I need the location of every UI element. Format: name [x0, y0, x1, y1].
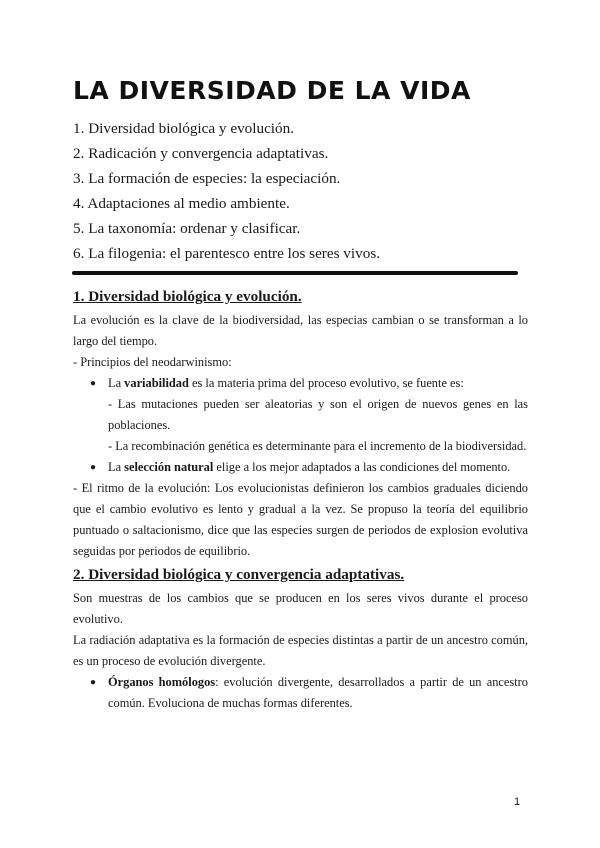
bullet-suffix: es la materia prima del proceso evolutivo, se fuente es:	[188, 376, 464, 390]
section-2-heading: 2. Diversidad biológica y convergencia adaptativas.	[73, 566, 405, 583]
toc-item: 4. Adaptaciones al medio ambiente.	[73, 195, 290, 212]
bullet-suffix: elige a los mejor adaptados a las condiciones del momento.	[213, 460, 511, 474]
toc-item: 6. La filogenia: el parentesco entre los seres vivos.	[73, 245, 381, 262]
sub-item-mutaciones: - Las mutaciones pueden ser aleatorias y son el origen de nuevos genes en las poblaciones.	[108, 397, 528, 432]
principles-intro: - Principios del neodarwinismo:	[73, 355, 232, 369]
toc-item: 3. La formación de especies: la especiación.	[73, 170, 341, 187]
bullet-dot-icon: ●	[90, 677, 97, 688]
bold-term: variabilidad	[124, 376, 189, 390]
bullet-prefix: La	[108, 376, 125, 390]
section-1-intro: La evolución es la clave de la biodiversidad, las especias cambian o se transforman a lo largo del tiempo.	[73, 313, 528, 348]
bold-term: selección natural	[124, 460, 214, 474]
section-1-heading: 1. Diversidad biológica y evolución.	[73, 288, 302, 305]
bullet-text	[108, 672, 528, 714]
bullet-text	[108, 373, 528, 394]
section-2-p2: La radiación adaptativa es la formación de especies distintas a partir de un ancestro común, es un proceso de evolución divergente.	[73, 633, 528, 668]
bullet-suffix: : evolución divergente, desarrollados a partir de un ancestro común. Evoluciona de muchas formas diferentes.	[108, 675, 528, 710]
page-number: 1	[514, 796, 521, 808]
sub-item-recombinacion: - La recombinación genética es determinante para el incremento de la biodiversidad.	[108, 439, 527, 453]
divider	[72, 271, 518, 275]
rhythm-paragraph: - El ritmo de la evolución: Los evolucionistas definieron los cambios graduales diciendo que el cambio evolutivo es lento y gradual a la vez. Se propuso la teoría del equilibrio puntuado o saltacionismo, dice que las especies surgen de periodos de explosion evolutiva seguidas por periodos de equilibrio.	[73, 481, 528, 558]
bullet-dot-icon: ●	[90, 462, 97, 473]
table-of-contents	[73, 116, 543, 266]
bold-term: Órganos homólogos	[108, 675, 216, 689]
bullet-seleccion-natural	[73, 457, 528, 478]
toc-item: 5. La taxonomía: ordenar y clasificar.	[73, 220, 301, 237]
bullet-text	[108, 457, 528, 478]
toc-item: 2. Radicación y convergencia adaptativas.	[73, 145, 329, 162]
document-body	[73, 284, 528, 714]
bullet-variabilidad	[73, 373, 528, 457]
bullet-prefix: La	[108, 460, 125, 474]
bullet-organos-homologos	[73, 672, 528, 714]
toc-item: 1. Diversidad biológica y evolución.	[73, 120, 295, 137]
bullet-dot-icon: ●	[90, 378, 97, 389]
section-2-p1: Son muestras de los cambios que se producen en los seres vivos durante el proceso evolutivo.	[73, 591, 528, 626]
page-title: LA DIVERSIDAD DE LA VIDA	[73, 76, 471, 105]
